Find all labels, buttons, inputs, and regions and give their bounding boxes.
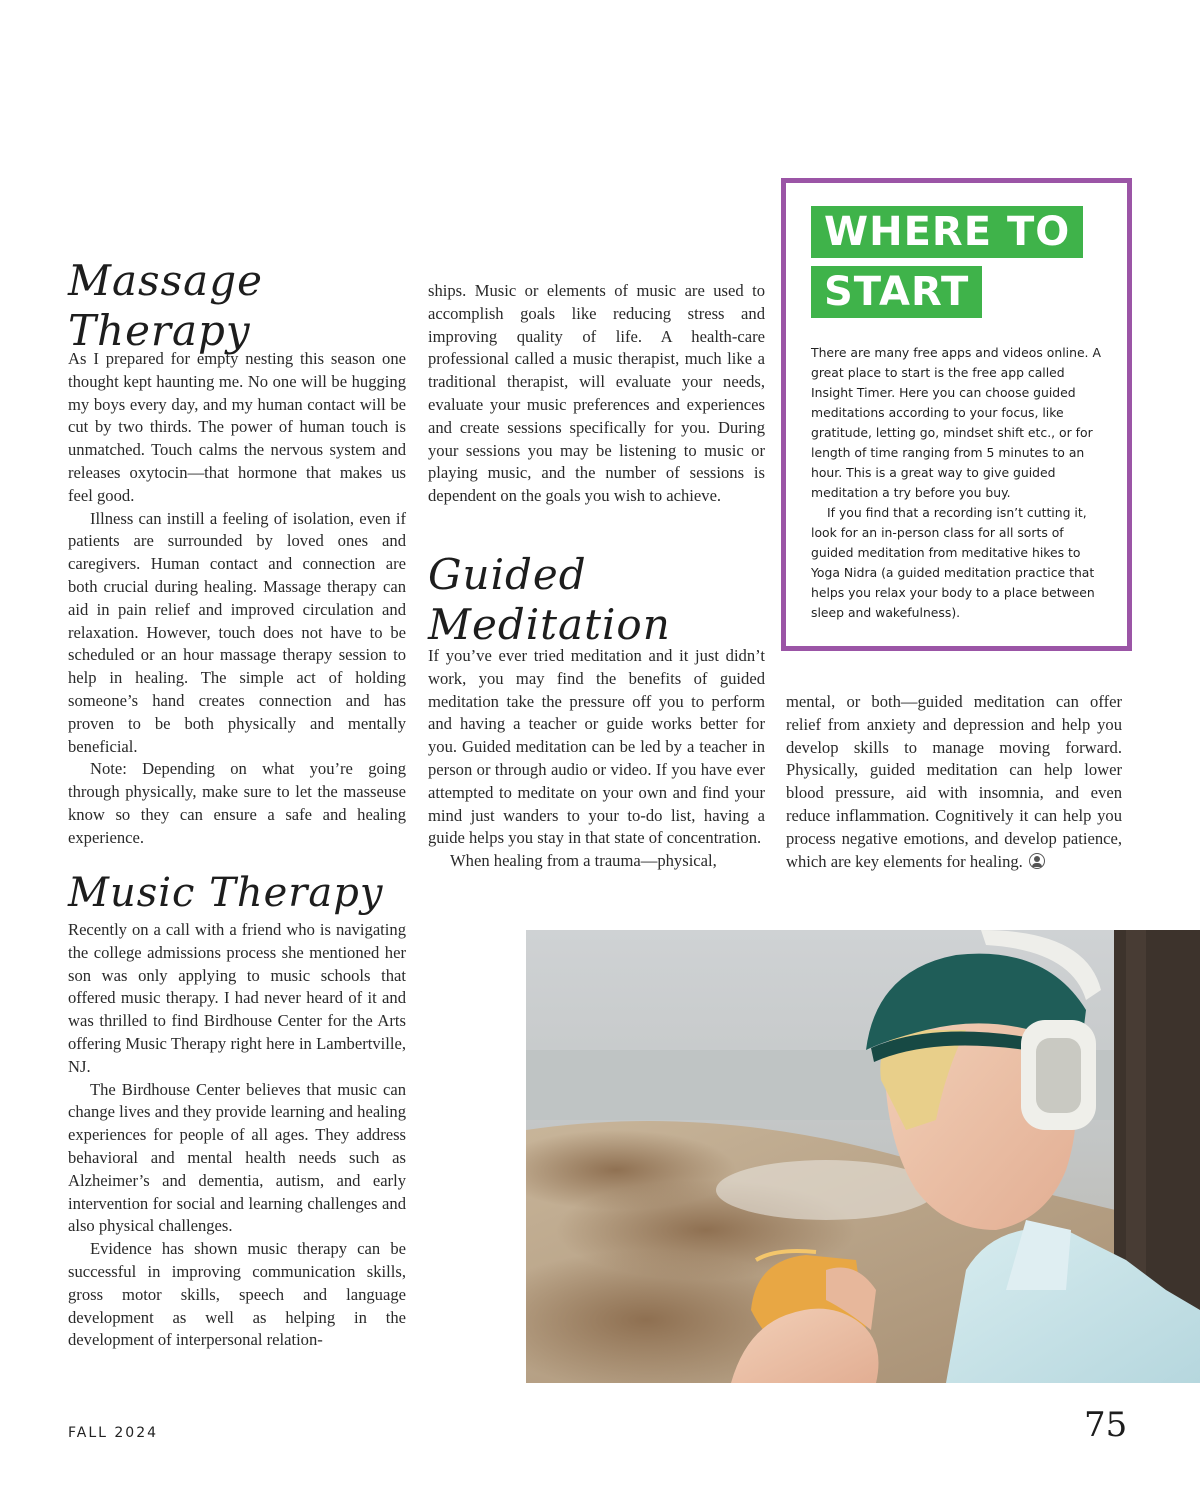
massage-therapy-heading [68,256,263,356]
guided-meditation-continued [786,691,1122,873]
massage-therapy-body [68,348,406,850]
sidebar-body [811,343,1104,623]
guided-meditation-body [428,645,765,873]
page-number: 75 [1084,1405,1128,1445]
music-therapy-continued [428,280,765,508]
music-therapy-heading [68,868,383,918]
issue-label: FALL 2024 [68,1425,159,1441]
sidebar-tag-line: START [811,266,982,318]
paragraph [786,691,1122,873]
paragraph: When healing from a trauma—physical, [450,851,717,871]
paragraph: Evidence has shown music therapy can be successful in improving communication skills, gross motor skills, speech and language development as well as helping in the development of interpersonal relation- [68,1239,406,1350]
heading-line: Massage [68,256,263,305]
paragraph: Illness can instill a feeling of isolation, even if patients are surrounded by loved ones and caregivers. Human contact and connection are both crucial during healing. Massage therapy can aid in pain relief and improved circulation and relaxation. However, touch does not have to be scheduled or an hour massage therapy session to help in healing. The simple act of holding someone’s hand creates connection and has proven to be both physically and mentally beneficial. [68,508,406,756]
paragraph-text: mental, or both—guided meditation can offer relief from anxiety and depression and help you develop skills to manage moving forward. Physically, guided meditation can help lower blood pressure, aid with insomnia, and even reduce inflammation. Cognitively it can help you process negative emotions, and develop patience, which are key elements for healing. [786,692,1122,871]
paragraph: As I prepared for empty nesting this season one thought kept haunting me. No one will be hugging my boys every day, and my human contact will be cut by two thirds. The power of human touch is unmatched. Touch calms the nervous system and releases oxytocin—that hormone that makes us feel good. [68,349,406,505]
author-end-icon [1029,853,1045,869]
paragraph: If you’ve ever tried meditation and it just didn’t work, you may find the benefits of guided meditation take the pressure off you to perform and having a teacher or guide works better for you. Guided meditation can be led by a teacher in person or through audio or video. If you have ever attempted to meditate on your own and find your mind just wanders to your to-do list, having a guide helps you stay in that state of concentration. [428,646,765,848]
paragraph: If you find that a recording isn’t cutting it, look for an in-person class for all sorts of guided meditation from meditative hikes to Yoga Nidra (a guided meditation practice that helps you relax your body to a place between sleep and wakefulness). [811,505,1095,620]
paragraph: ships. Music or elements of music are used to accomplish goals like reducing stress and improving quality of life. A health-care professional called a music therapist, much like a traditional therapist, will evaluate your needs, evaluate your music preferences and experiences and create sessions specifically for you. During your sessions you may be listening to music or playing music, and the number of sessions is dependent on the goals you wish to achieve. [428,281,765,506]
heading-line: Therapy [68,306,251,355]
where-to-start-sidebar [781,178,1132,651]
music-therapy-body [68,919,406,1352]
sidebar-tag-line: WHERE TO [811,206,1083,258]
heading-line: Guided [428,550,587,599]
heading-line: Meditation [428,600,671,649]
paragraph: Recently on a call with a friend who is navigating the college admissions process she mentioned her son was only applying to music schools that offered music therapy. I had never heard of it and was thrilled to find Birdhouse Center for the Arts offering Music Therapy right here in Lambertville, NJ. [68,920,406,1076]
heading-line: Music Therapy [68,870,384,916]
woman-with-headphones-photo [526,930,1200,1383]
paragraph: The Birdhouse Center believes that music can change lives and they provide learning and healing experiences for people of all ages. They address behavioral and mental health needs such as Alzheimer’s and dementia, autism, and early intervention for social and learning challenges and also physical challenges. [68,1079,406,1236]
paragraph: Note: Depending on what you’re going through physically, make sure to let the masseuse know so they can ensure a safe and healing experience. [68,759,406,847]
guided-meditation-heading [428,550,671,650]
photo-illustration [526,930,1200,1383]
paragraph: There are many free apps and videos online. A great place to start is the free app called Insight Timer. Here you can choose guided meditations according to your focus, like gratitude, letting go, mindset shift etc., or for length of time ranging from 5 minutes to an hour. This is a great way to give guided meditation a try before you buy. [811,345,1101,500]
